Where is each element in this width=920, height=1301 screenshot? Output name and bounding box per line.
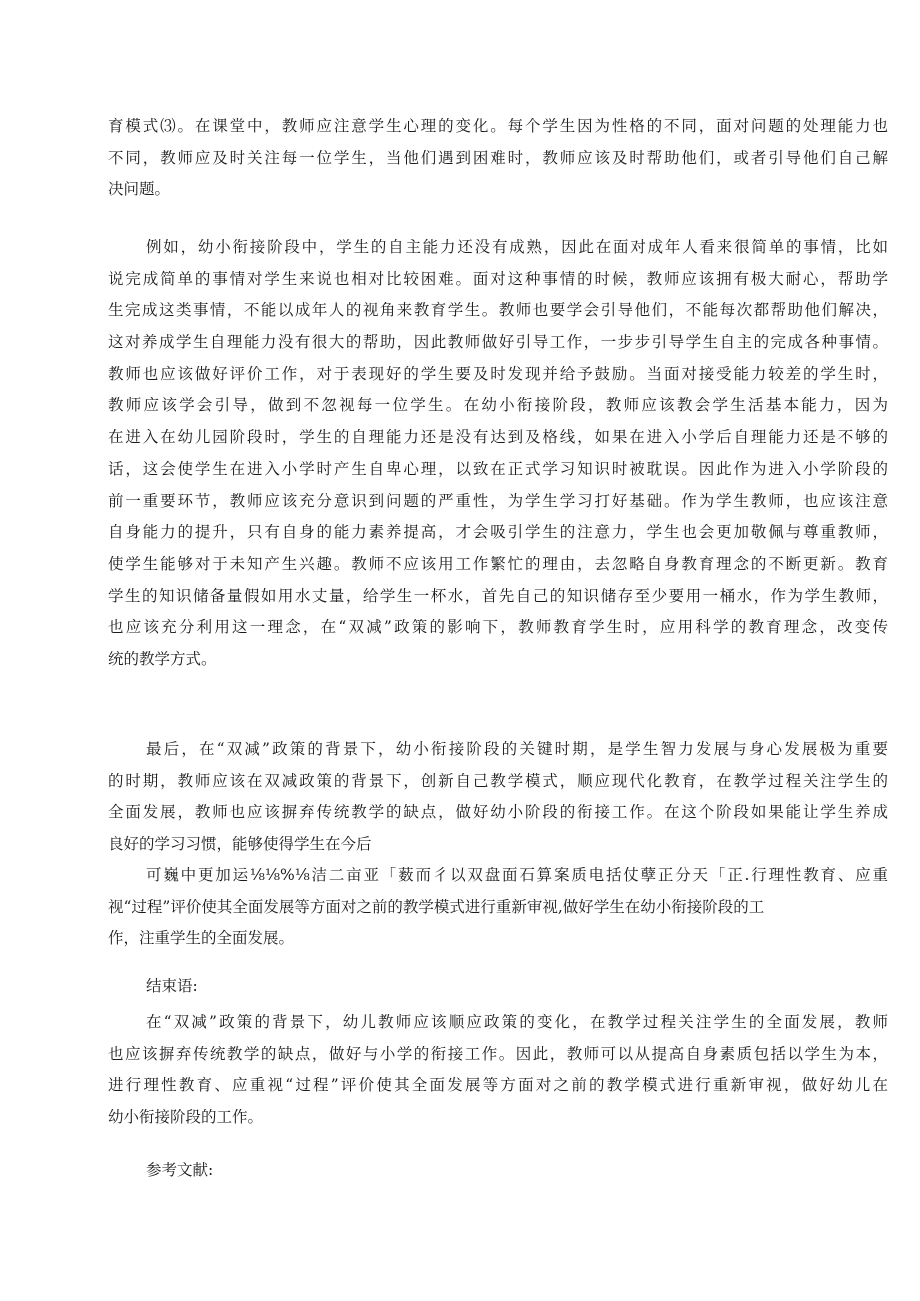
text-line: 育模式⑶。在课堂中，教师应注意学生心理的变化。每个学生因为性格的不同，面对问题的处理能力也 [108, 117, 888, 135]
text-line: 生完成这类事情，不能以成年人的视角来教育学生。教师也要学会引导他们，不能每次都帮助他们解决， [108, 301, 888, 320]
paragraph-garbled [108, 860, 888, 955]
text-line: 前一重要环节，教师应该充分意识到问题的严重性，为学生学习打好基础。作为学生教师，也应该注意 [108, 491, 888, 510]
text-line: 幼小衔接阶段的工作。 [108, 1108, 264, 1127]
text-line: 在“双减”政策的背景下，幼儿教师应该顺应政策的变化，在教学过程关注学生的全面发展，教师 [146, 1013, 888, 1031]
text-line: 良好的学习习惯，能够使得学生在今后 [108, 835, 372, 854]
text-line: 也应该摒弃传统教学的缺点，做好与小学的衔接工作。因此，教师可以从提高自身素质包括以学生为本， [108, 1044, 888, 1063]
text-line: 教师也应该做好评价工作，对于表现好的学生要及时发现并给予鼓励。当面对接受能力较差的学生时， [108, 364, 888, 383]
text-line: 视“过程”评价使其全面发展等方面对之前的教学模式进行重新审视,做好学生在幼小衔接阶段的工 [108, 897, 765, 916]
text-line: 说完成简单的事情对学生来说也相对比较困难。面对这种事情的时候，教师应该拥有极大耐心，帮助学 [108, 269, 888, 288]
text-line: 的时期，教师应该在双减政策的背景下，创新自己教学模式，顺应现代化教育，在教学过程关注学生的 [108, 771, 888, 790]
text-line: 可巍中更加运⅛⅛%⅛洁二亩亚「薮而彳以双盘面石算案质电括仗孽正分天「正.行理性教育、应重 [146, 866, 888, 884]
text-line: 这对养成学生自理能力没有很大的帮助，因此教师做好引导工作，一步步引导学生自主的完成各种事情。 [108, 333, 888, 352]
text-line: 也应该充分利用这一理念，在“双减”政策的影响下，教师教育学生时，应用科学的教育理念，改变传 [108, 618, 888, 637]
paragraph-final [108, 734, 888, 861]
text-line: 例如，幼小衔接阶段中，学生的自主能力还没有成熟，因此在面对成年人看来很简单的事情，比如 [146, 238, 888, 256]
text-line: 进行理性教育、应重视“过程”评价使其全面发展等方面对之前的教学模式进行重新审视，做好幼儿在 [108, 1076, 888, 1095]
conclusion-heading [108, 971, 888, 1003]
references-heading [108, 1155, 888, 1187]
text-line: 全面发展，教师也应该摒弃传统教学的缺点，做好幼小阶段的衔接工作。在这个阶段如果能让学生养成 [108, 803, 888, 822]
text-line: 使学生能够对于未知产生兴趣。教师不应该用工作繁忙的理由，去忽略自身教育理念的不断更新。教育 [108, 554, 888, 573]
text-line: 作，注重学生的全面发展。 [108, 929, 295, 948]
paragraph-intro-continuation [108, 111, 888, 206]
text-line: 最后，在“双减”政策的背景下，幼小衔接阶段的关键时期，是学生智力发展与身心发展极为重要 [146, 740, 888, 758]
heading-text: 参考文献: [146, 1161, 214, 1179]
paragraph-conclusion [108, 1007, 888, 1134]
text-line: 决问题。 [108, 180, 171, 199]
text-line: 话，这会使学生在进入小学时产生自卑心理，以致在正式学习知识时被耽误。因此作为进入小学阶段的 [108, 459, 888, 478]
text-line: 统的教学方式。 [108, 649, 217, 668]
text-line: 自身能力的提升，只有自身的能力素养提高，才会吸引学生的注意力，学生也会更加敬佩与尊重教师， [108, 523, 888, 542]
heading-text: 结束语: [146, 977, 198, 995]
text-line: 学生的知识储备量假如用水丈量，给学生一杯水，首先自己的知识储存至少要用一桶水，作为学生教师， [108, 586, 888, 605]
text-line: 教师应该学会引导，做到不忽视每一位学生。在幼小衔接阶段，教师应该教会学生活基本能力，因为 [108, 396, 888, 415]
text-line: 不同，教师应及时关注每一位学生，当他们遇到困难时，教师应该及时帮助他们，或者引导他们自己解 [108, 148, 888, 167]
text-line: 在进入在幼儿园阶段时，学生的自理能力还是没有达到及格线，如果在进入小学后自理能力还是不够的 [108, 428, 888, 447]
paragraph-example [108, 232, 888, 676]
